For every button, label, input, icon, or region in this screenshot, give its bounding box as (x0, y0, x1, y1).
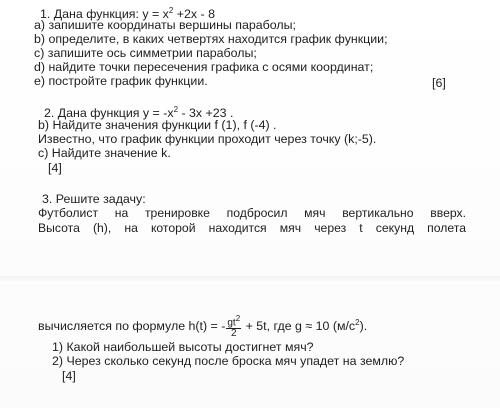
task1-item-a: а) запишите координаты вершины параболы; (34, 18, 296, 32)
task1-item-b: b) определите, в каких четвертях находится график функции; (34, 32, 388, 46)
task3-title: 3. Решите задачу: (42, 192, 146, 206)
task2-item-b: b) Найдите значения функции f (1), f (-4) . (38, 118, 277, 132)
formula-fraction: $\frac{gt^2}{2}$ (227, 314, 241, 340)
task1-item-c: с) запишите ось симметрии параболы; (34, 46, 257, 60)
task1-item-e: е) постройте график функции. (34, 74, 208, 88)
task2-item-c: c) Найдите значение k. (38, 146, 171, 160)
task1-item-d: d) найдите точки пересечения графика с осями координат; (34, 60, 374, 74)
task3-question-2: 2) Через сколько секунд после броска мяч упадет на землю? (52, 354, 405, 368)
task3-question-1: 1) Какой наибольшей высоты достигнет мяч? (52, 340, 314, 354)
task2-score: [4] (48, 161, 62, 175)
task1-score: [6] (432, 76, 446, 90)
task3-text-line1: Футболист на тренировке подбросил мяч вертикально вверх. (38, 206, 466, 220)
task1-title: 1. Дана функция: $у = х^2 +2х - 8$ (40, 6, 215, 22)
task3-formula: вычисляется по формуле h(t) = - $\frac{gt^2}{2}$ + 5t, где g ≈ 10 $(м/с^2)$. (38, 314, 368, 340)
task2-title: 2. Дана функция $у = -х^2 - 3х +23$ . (44, 105, 234, 121)
task3-text-line2: Высота (h), на которой находится мяч через t секунд полета (38, 221, 466, 235)
page-fold-shadow (0, 276, 500, 284)
task3-score: [4] (62, 369, 76, 383)
task2-known: Известно, что график функции проходит через точку (k;-5). (38, 132, 377, 146)
